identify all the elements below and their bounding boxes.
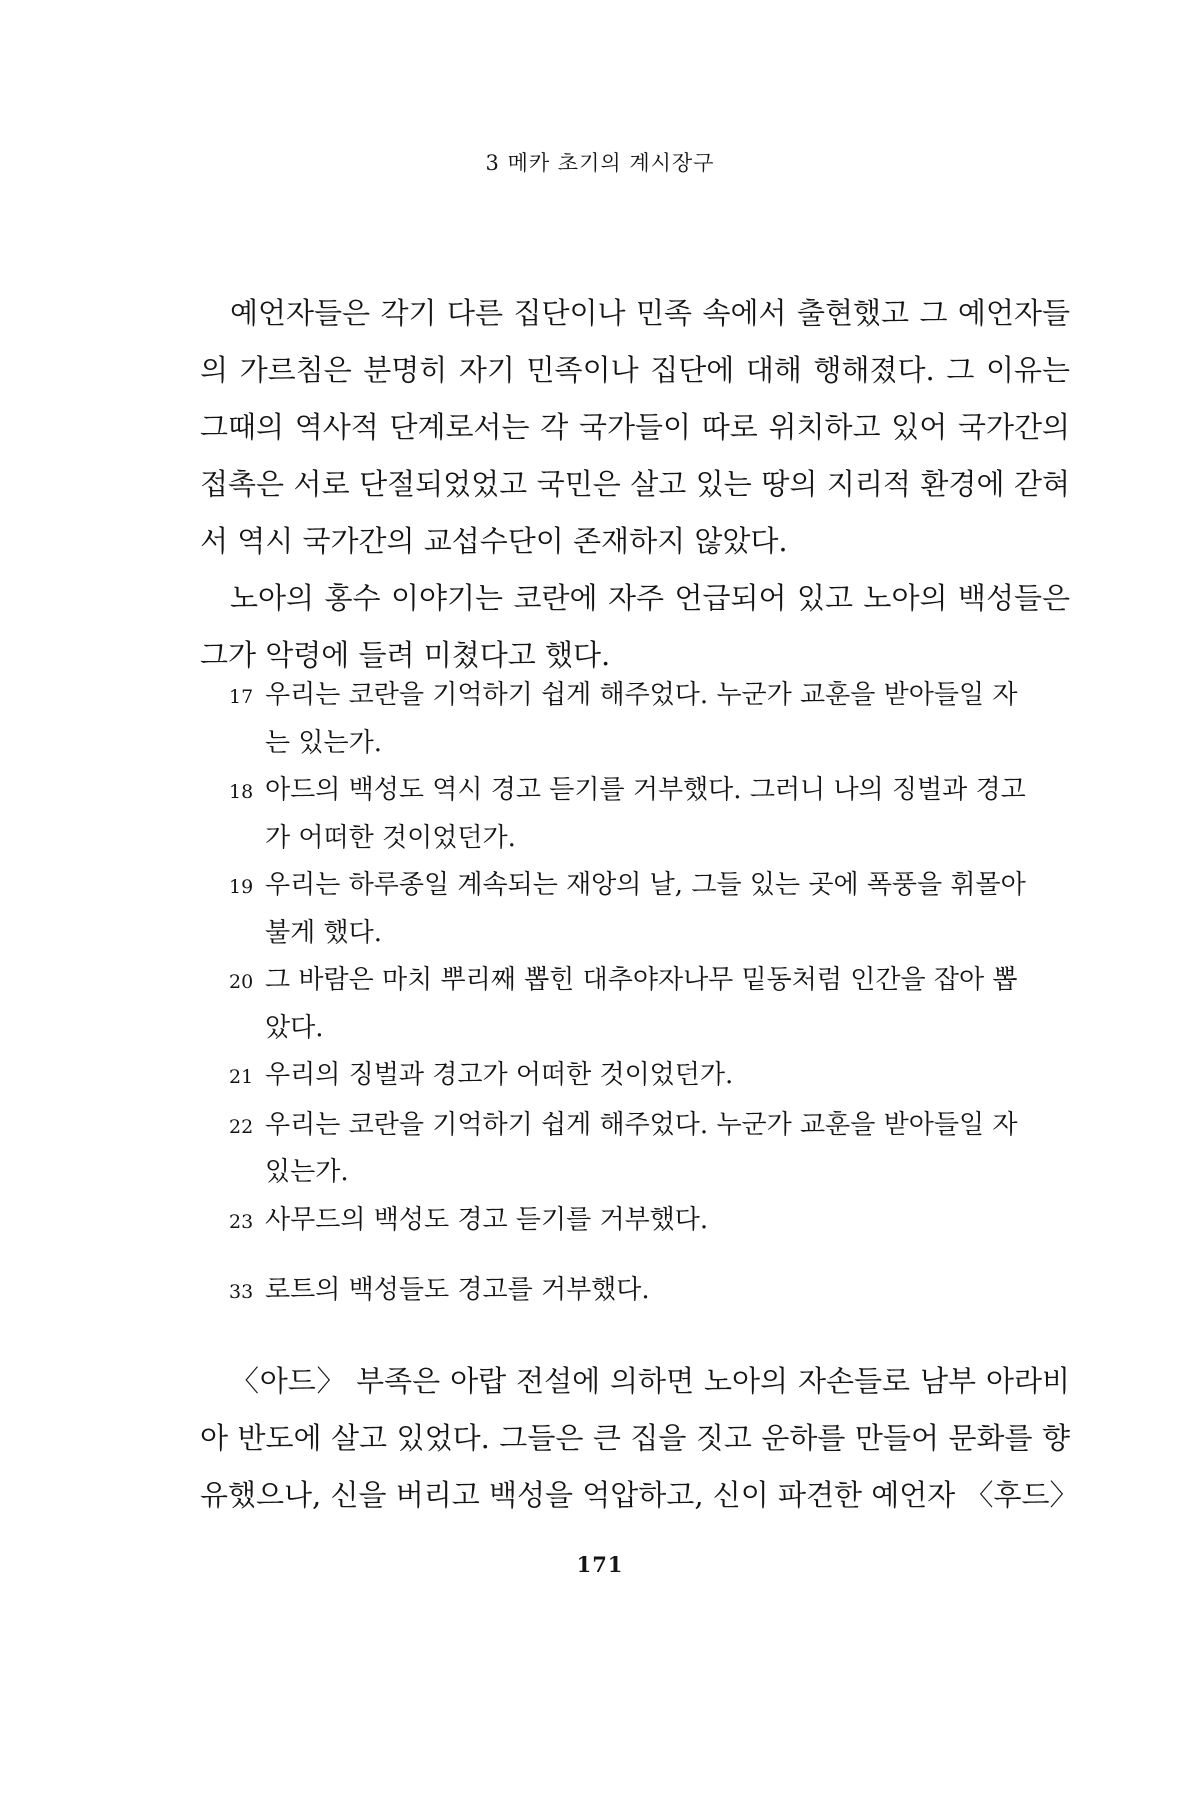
verse-text: 사무드의 백성도 경고 듣기를 거부했다.: [265, 1204, 709, 1235]
intro-section: [200, 285, 1070, 684]
page-number: 171: [576, 1552, 624, 1577]
verse: [229, 1267, 1039, 1317]
verse-number: 22: [229, 1115, 254, 1138]
paragraph: 예언자들은 각기 다른 집단이나 민족 속에서 출현했고 그 예언자들의 가르침은 분명히 자기 민족이나 집단에 대해 행해졌다. 그 이유는 그때의 역사적 단계로서는 각 국가들이 따로 위치하고 있어 국가간의 접촉은 서로 단절되었었고 국민은 살고 있는 땅의 지리적 환경에 갇혀서 역시 국가간의 교섭수단이 존재하지 않았다.: [200, 296, 1070, 558]
verse: [229, 957, 1039, 1052]
verse-number: 19: [229, 876, 254, 898]
closing-section: [200, 1353, 1079, 1524]
paragraph: 노아의 홍수 이야기는 코란에 자주 언급되어 있고 노아의 백성들은 그가 악령에 들려 미쳤다고 했다.: [200, 581, 1070, 672]
verse-text: 아드의 백성도 역시 경고 듣기를 거부했다. 그러니 나의 징벌과 경고가 어떠한 것이었던가.: [265, 775, 1026, 853]
running-header: [0, 147, 1200, 177]
chapter-title: 메카 초기의 계시장구: [507, 151, 715, 175]
verse-text: 우리는 코란을 기억하기 쉽게 해주었다. 누군가 교훈을 받아들일 자 있는가.: [265, 1109, 1018, 1187]
verse-block: [229, 672, 1039, 1317]
verse-text: 우리의 징벌과 경고가 어떠한 것이었던가.: [265, 1060, 734, 1090]
chapter-number: 3: [485, 151, 500, 175]
verse-number: 33: [229, 1281, 254, 1303]
verse-number: 23: [229, 1210, 254, 1233]
verse-number: 17: [229, 686, 254, 708]
verse-text: 우리는 하루종일 계속되는 재앙의 날, 그들 있는 곳에 폭풍을 휘몰아 불게 했다.: [265, 870, 1026, 948]
verse: [229, 1052, 1039, 1102]
paragraph: 〈아드〉 부족은 아랍 전설에 의하면 노아의 자손들로 남부 아라비아 반도에 살고 있었다. 그들은 큰 집을 짓고 운하를 만들어 문화를 향유했으나, 신을 버리고 백성을 억압하고, 신이 파견한 예언자 〈후드〉: [200, 1364, 1079, 1512]
verse-text: 로트의 백성들도 경고를 거부했다.: [265, 1275, 650, 1305]
verse-text: 우리는 코란을 기억하기 쉽게 해주었다. 누군가 교훈을 받아들일 자는 있는가.: [265, 680, 1018, 758]
verse-text: 그 바람은 마치 뿌리째 뽑힌 대추야자나무 밑동처럼 인간을 잡아 뽑았다.: [265, 965, 1018, 1043]
verse: [229, 1102, 1039, 1197]
verse-number: 18: [229, 781, 254, 803]
verse-number: 21: [229, 1066, 254, 1088]
verse: [229, 1197, 1039, 1247]
verse: [229, 862, 1039, 957]
verse-number: 20: [229, 971, 254, 993]
verse: [229, 767, 1039, 862]
verse: [229, 672, 1039, 767]
